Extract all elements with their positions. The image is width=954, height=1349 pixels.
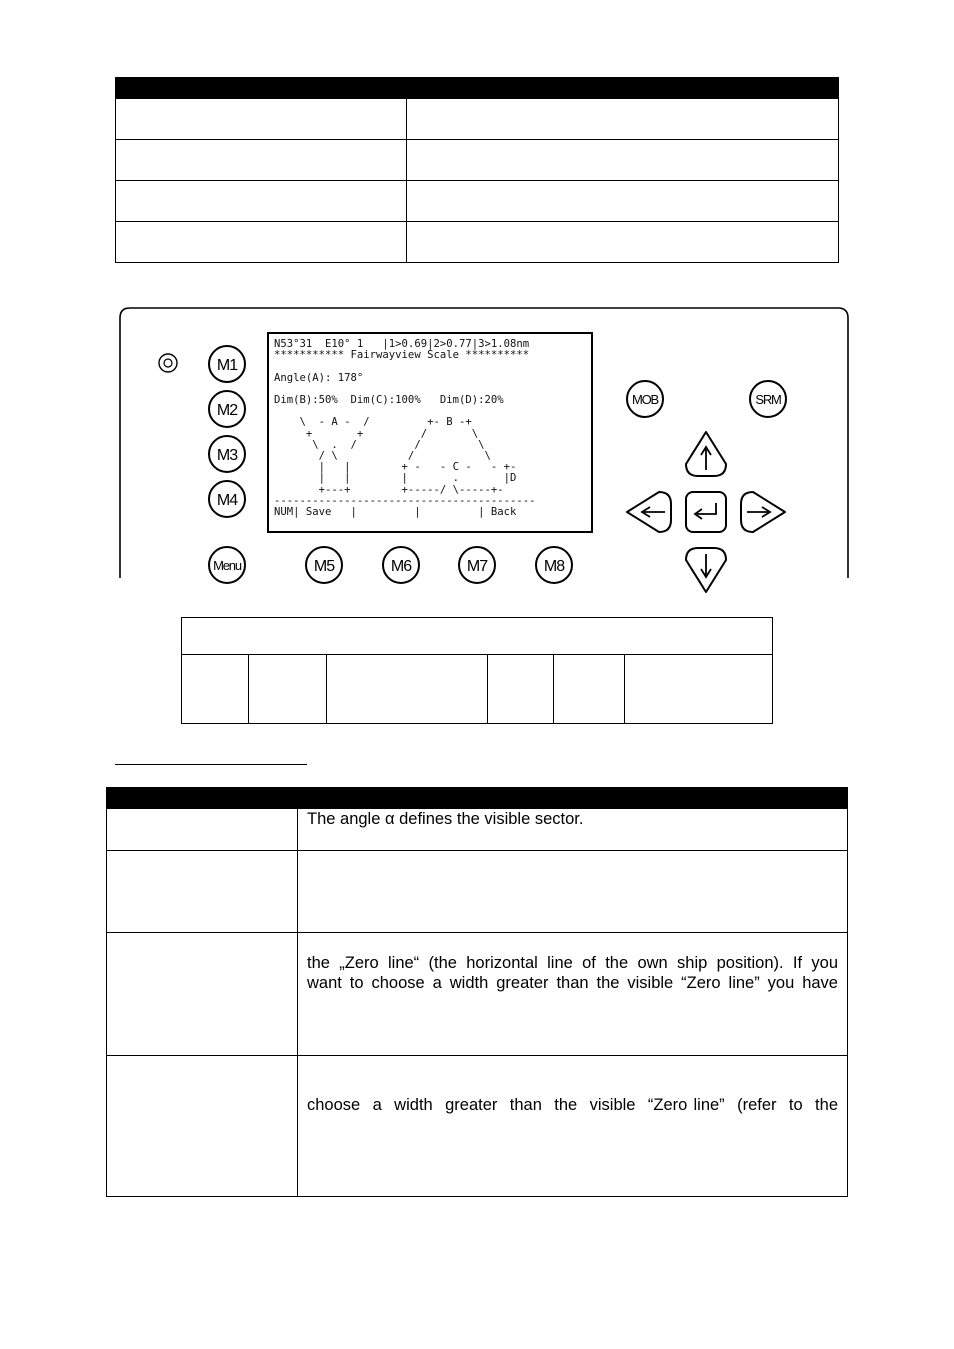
angle-description: The angle α defines the visible sector. — [307, 810, 584, 828]
lcd-line: Dim(B):50% Dim(C):100% Dim(D):20% — [274, 394, 504, 407]
arrow-left-button[interactable] — [627, 492, 671, 532]
table-row — [107, 933, 848, 1056]
table-row — [116, 222, 839, 263]
softkey-table — [181, 617, 773, 724]
srm-button[interactable] — [750, 381, 786, 417]
lcd-line: \ . / / \ — [274, 438, 485, 451]
enter-icon — [686, 492, 726, 532]
arrow-up-button[interactable] — [686, 432, 726, 476]
section-heading-underline — [115, 764, 307, 765]
lcd-text — [274, 339, 536, 518]
lcd-line: \ - A - / +- B -+ — [274, 416, 472, 429]
width-text: choose a width greater than the visible “Zero line” (refer to the — [307, 1096, 838, 1114]
enter-button[interactable] — [686, 492, 726, 532]
m8-button[interactable] — [536, 547, 572, 583]
menu-label: Menu — [213, 558, 241, 573]
table-row — [182, 655, 773, 724]
m1-button[interactable] — [209, 346, 245, 382]
softkey-table-header — [182, 618, 773, 655]
table-header-bar — [116, 78, 839, 99]
table-row — [116, 140, 839, 181]
lcd-line: + + / \ — [274, 427, 479, 440]
arrow-right-button[interactable] — [741, 492, 785, 532]
lcd-line: | | + - - C - - +- — [274, 461, 517, 474]
zero-line-text: the „Zero line“ (the horizontal line of the own ship position). If you — [307, 954, 838, 972]
mob-button[interactable] — [627, 381, 663, 417]
table-header-bar — [107, 788, 848, 809]
lcd-line: +---+ +-----/ \-----+- — [274, 483, 504, 496]
m2-label: M2 — [216, 402, 238, 419]
lcd-line: / \ / \ — [274, 450, 491, 463]
lcd-line: N53°31 E10° 1 |1>0.69|2>0.77|3>1.08nm — [274, 338, 530, 350]
power-led-icon — [159, 354, 177, 372]
parameter-table-top — [115, 77, 839, 263]
mob-label: MOB — [631, 392, 659, 407]
m5-button[interactable] — [306, 547, 342, 583]
table-row — [107, 809, 848, 851]
table-row — [107, 1056, 848, 1197]
lcd-line: Angle(A): 178° — [274, 371, 364, 384]
parameter-table-bottom — [106, 787, 848, 1197]
zero-line-text: want to choose a width greater than the visible “Zero line” you have — [307, 974, 838, 992]
table-row — [107, 851, 848, 933]
m5-label: M5 — [313, 558, 335, 575]
m2-button[interactable] — [209, 391, 245, 427]
lcd-screen — [267, 332, 593, 533]
lcd-line: NUM| Save | | | Back — [274, 506, 517, 519]
m7-label: M7 — [466, 558, 488, 575]
m4-label: M4 — [216, 492, 238, 509]
m4-button[interactable] — [209, 481, 245, 517]
table-row — [116, 181, 839, 222]
m8-label: M8 — [543, 558, 565, 575]
menu-button[interactable] — [209, 547, 245, 583]
m7-button[interactable] — [459, 547, 495, 583]
lcd-line: | | | . |D — [274, 472, 517, 485]
m1-label: M1 — [216, 357, 238, 374]
srm-label: SRM — [755, 392, 781, 407]
m3-button[interactable] — [209, 436, 245, 472]
m3-label: M3 — [216, 447, 238, 464]
table-row — [116, 99, 839, 140]
m6-button[interactable] — [383, 547, 419, 583]
lcd-line: ----------------------------------------- — [274, 494, 536, 507]
lcd-line: *********** Fairwayview Scale ********** — [274, 349, 530, 362]
arrow-down-button[interactable] — [686, 548, 726, 592]
m6-label: M6 — [390, 558, 412, 575]
